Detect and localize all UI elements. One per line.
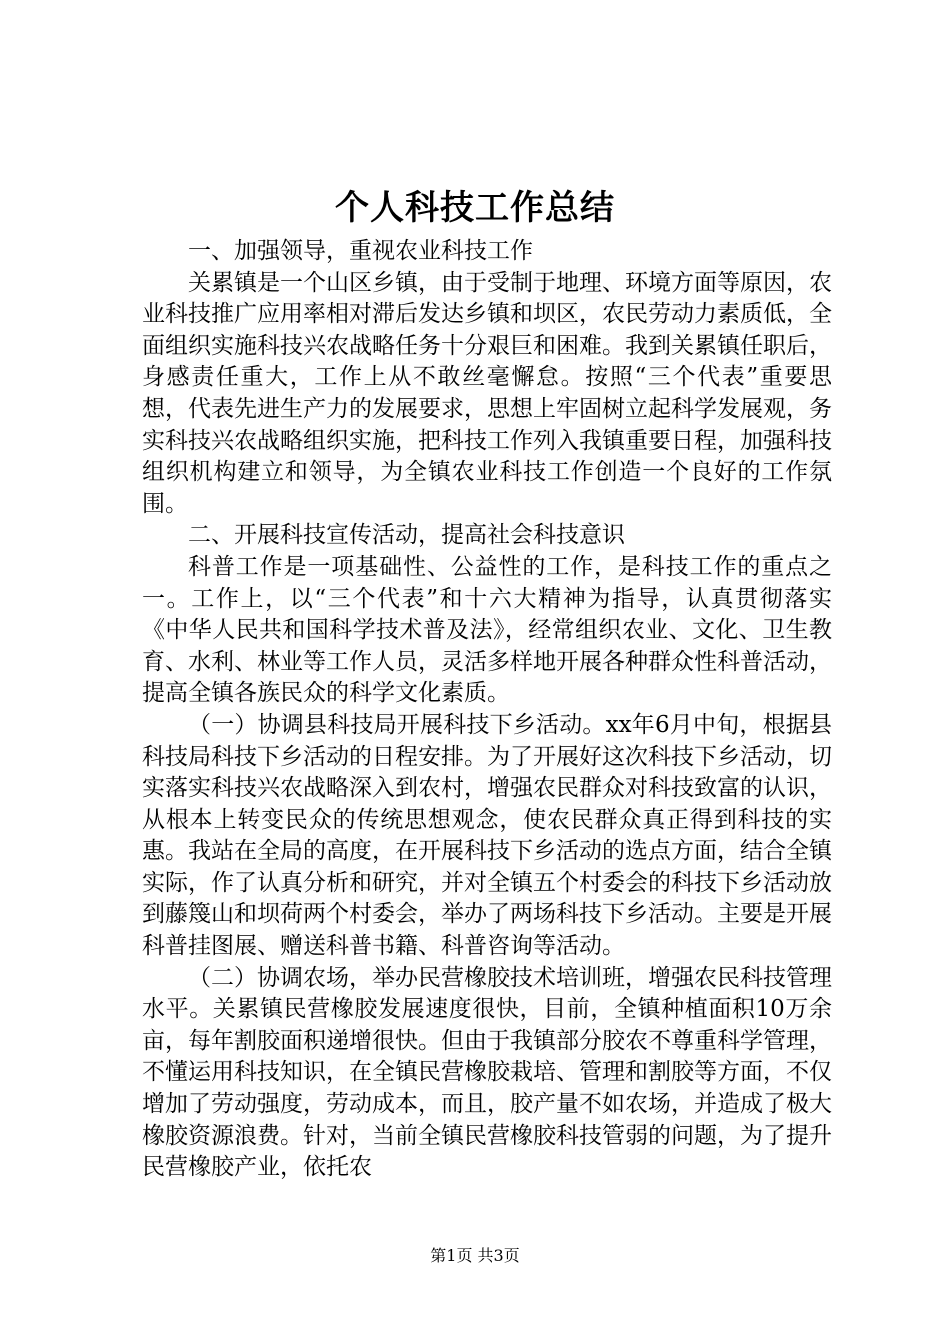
page-footer: 第1页 共3页 bbox=[430, 1246, 520, 1265]
document-title: 个人科技工作总结 bbox=[335, 188, 615, 228]
body-paragraph-1: 关累镇是一个山区乡镇，由于受制于地理、环境方面等原因，农业科技推广应用率相对滞后发达乡镇和坝区，农民劳动力素质低，全面组织实施科技兴农战略任务十分艰巨和困难。我到关累镇任职后，身感责任重大，工作上从不敢丝毫懈怠。按照“三个代表”重要思想，代表先进生产力的发展要求，思想上牢固树立起科学发展观，务实科技兴农战略组织实施，把科技工作列入我镇重要日程，加强科技组织机构建立和领导，为全镇农业科技工作创造一个良好的工作氛围。 bbox=[142, 269, 832, 517]
body-paragraph-4: （二）协调农场，举办民营橡胶技术培训班，增强农民科技管理水平。关累镇民营橡胶发展速度很快，目前，全镇种植面积10万余亩，每年割胶面积递增很快。但由于我镇部分胶农不尊重科学管理，不懂运用科技知识，在全镇民营橡胶栽培、管理和割胶等方面，不仅增加了劳动强度，劳动成本，而且，胶产量不如农场，并造成了极大橡胶资源浪费。针对，当前全镇民营橡胶科技管弱的问题，为了提升民营橡胶产业，依托农 bbox=[142, 964, 832, 1181]
section-heading-1: 一、加强领导，重视农业科技工作 bbox=[188, 238, 533, 264]
body-paragraph-2: 科普工作是一项基础性、公益性的工作，是科技工作的重点之一。工作上，以“三个代表”和十六大精神为指导，认真贯彻落实《中华人民共和国科学技术普及法》，经常组织农业、文化、卫生教育、水利、林业等工作人员，灵活多样地开展各种群众性科普活动，提高全镇各族民众的科学文化素质。 bbox=[142, 553, 832, 707]
document-body bbox=[142, 236, 832, 1184]
section-heading-2: 二、开展科技宣传活动，提高社会科技意识 bbox=[188, 522, 625, 549]
body-paragraph-3: （一）协调县科技局开展科技下乡活动。xx年6月中旬，根据县科技局科技下乡活动的日程安排。为了开展好这次科技下乡活动，切实落实科技兴农战略深入到农村，增强农民群众对科技致富的认识，从根本上转变民众的传统思想观念，使农民群众真正得到科技的实惠。我站在全局的高度，在开展科技下乡活动的选点方面，结合全镇实际，作了认真分析和研究，并对全镇五个村委会的科技下乡活动放到藤篾山和坝荷两个村委会，举办了两场科技下乡活动。主要是开展科普挂图展、赠送科普书籍、科普咨询等活动。 bbox=[142, 711, 832, 960]
